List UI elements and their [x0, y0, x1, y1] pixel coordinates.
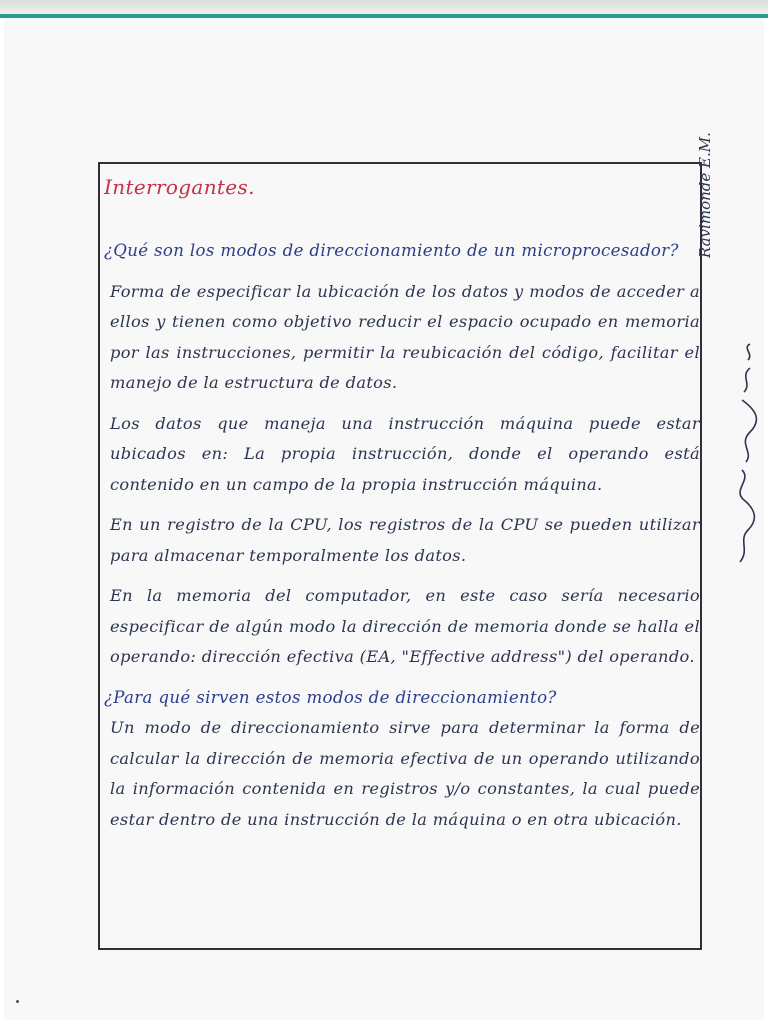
answer-1-paragraph-1: Forma de especificar la ubicación de los datos y modos de acceder a ellos y tienen como objetivo reducir el espacio ocupado en memoria por las instrucciones, permitir la reubicación del código, facilitar el manejo de la estructura de datos.: [110, 281, 700, 392]
signature-icon: [732, 340, 762, 570]
answer-1-paragraph-4: En la memoria del computador, en este caso sería necesario especificar de algún modo la dirección de memoria donde se halla el operando: dirección efectiva (EA, "Effective address") del operando.: [110, 586, 700, 666]
handwritten-content: [104, 172, 700, 845]
answer-1-paragraph-3: En un registro de la CPU, los registros de la CPU se pueden utilizar para almacenar temporalmente los datos.: [110, 515, 700, 565]
page-heading: Interrogantes.: [104, 175, 255, 199]
side-author-title: Ravimonde E.M.: [696, 132, 714, 258]
question-1: ¿Qué son los modos de direccionamiento de un microprocesador?: [104, 241, 679, 260]
scan-dot: [16, 1000, 19, 1003]
answer-1-paragraph-2: Los datos que maneja una instrucción máquina puede estar ubicados en: La propia instrucción, donde el operando está contenido en un campo de la propia instrucción máquina.: [110, 413, 700, 494]
answer-2-paragraph-1: Un modo de direccionamiento sirve para determinar la forma de calcular la dirección de memoria efectiva de un operando utilizando la información contenida en registros y/o constantes, la cual puede estar dentro de una instrucción de la máquina o en otra ubicación.: [110, 718, 700, 829]
question-2: ¿Para qué sirven estos modos de direccionamiento?: [104, 687, 557, 707]
